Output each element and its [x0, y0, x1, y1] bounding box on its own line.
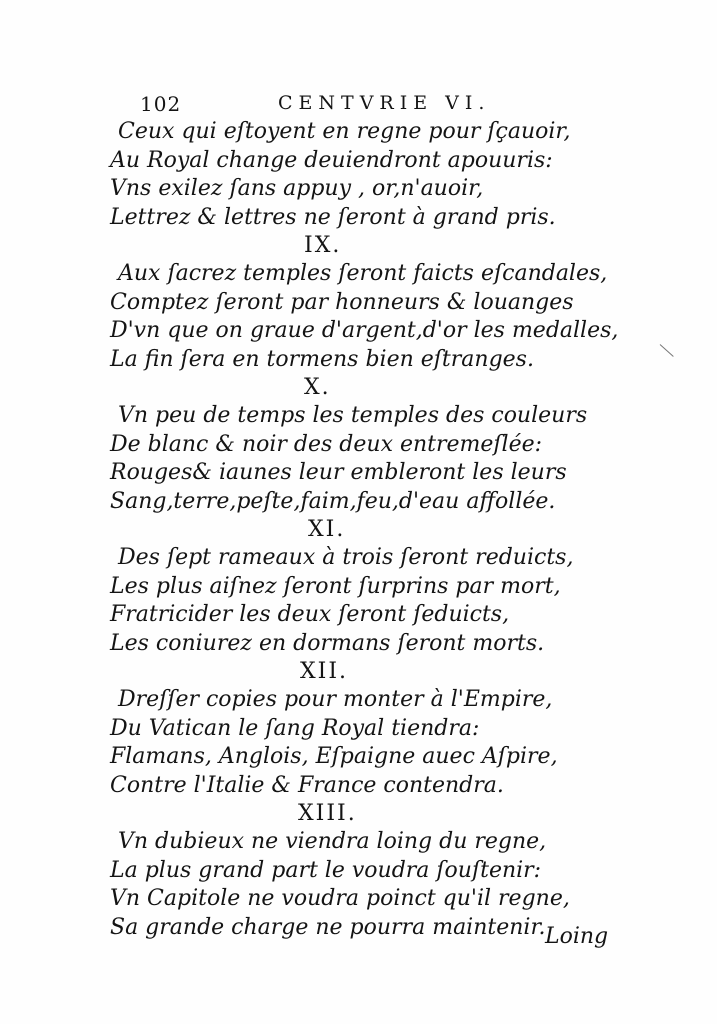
verse-line: Aux ſacrez temples ſeront faicts eſcandales,: [118, 261, 608, 286]
verse-line: Les plus aiſnez ſeront ſurprins par mort,: [110, 573, 561, 599]
verse-line: Du Vatican le ſang Royal tiendra:: [110, 715, 480, 741]
verse-line: La plus grand part le voudra ſouſtenir:: [110, 857, 542, 883]
verse-line: Sang,terre,peſte,faim,feu,d'eau affollée.: [110, 488, 556, 514]
verse-line: Vn peu de temps les temples des couleurs: [118, 403, 588, 428]
verse-line: Ceux qui eſtoyent en regne pour ſçauoir,: [118, 119, 571, 144]
quatrain-numeral: IX.: [304, 233, 342, 258]
verse-line: La fin ſera en tormens bien eſtranges.: [110, 346, 534, 372]
verse-line: Comptez ſeront par honneurs & louanges: [110, 289, 574, 315]
verse-line: D'vn que on graue d'argent,d'or les medalles,: [110, 318, 619, 343]
verse-line: Vn dubieux ne viendra loing du regne,: [118, 829, 547, 854]
verse-line: Lettrez & lettres ne ſeront à grand pris.: [110, 204, 556, 230]
quatrain-numeral: X.: [304, 375, 331, 400]
page-header: [140, 92, 540, 120]
verse-text: [110, 118, 619, 942]
quatrain-ix: [110, 260, 619, 374]
verse-line: Dreſſer copies pour monter à l'Empire,: [118, 687, 553, 712]
verse-line: Vn Capitole ne voudra poinct qu'il regne,: [110, 886, 570, 911]
quatrain-numeral: XI.: [308, 517, 346, 542]
verse-line: Fratricider les deux ſeront ſeduicts,: [110, 602, 510, 627]
quatrain-xi: [110, 544, 610, 658]
verse-line: Vns exilez ſans appuy , or,n'auoir,: [110, 176, 484, 201]
margin-stray-mark: [660, 344, 674, 357]
verse-line: Rouges& iaunes leur embleront les leurs: [110, 460, 567, 485]
quatrain-xiii: [110, 828, 610, 942]
quatrain-numeral: XII.: [300, 659, 349, 684]
quatrain-x: [110, 402, 610, 516]
verse-line: Contre l'Italie & France contendra.: [110, 772, 504, 798]
catchword: Loing: [545, 924, 609, 949]
quatrain-xii: [110, 686, 610, 800]
verse-line: Les coniurez en dormans ſeront morts.: [110, 630, 545, 656]
quatrain-viii: [110, 118, 610, 232]
quatrain-numeral: XIII.: [298, 801, 357, 826]
running-title: CENTVRIE VI.: [278, 92, 491, 114]
verse-line: De blanc & noir des deux entremeſlée:: [110, 431, 543, 457]
verse-line: Des ſept rameaux à trois ſeront reduicts,: [118, 545, 574, 570]
verse-line: Sa grande charge ne pourra maintenir.: [110, 914, 546, 940]
verse-line: Au Royal change deuiendront apouuris:: [110, 147, 553, 173]
page-number: 102: [140, 92, 182, 116]
verse-line: Flamans, Anglois, Eſpaigne auec Aſpire,: [110, 744, 558, 769]
